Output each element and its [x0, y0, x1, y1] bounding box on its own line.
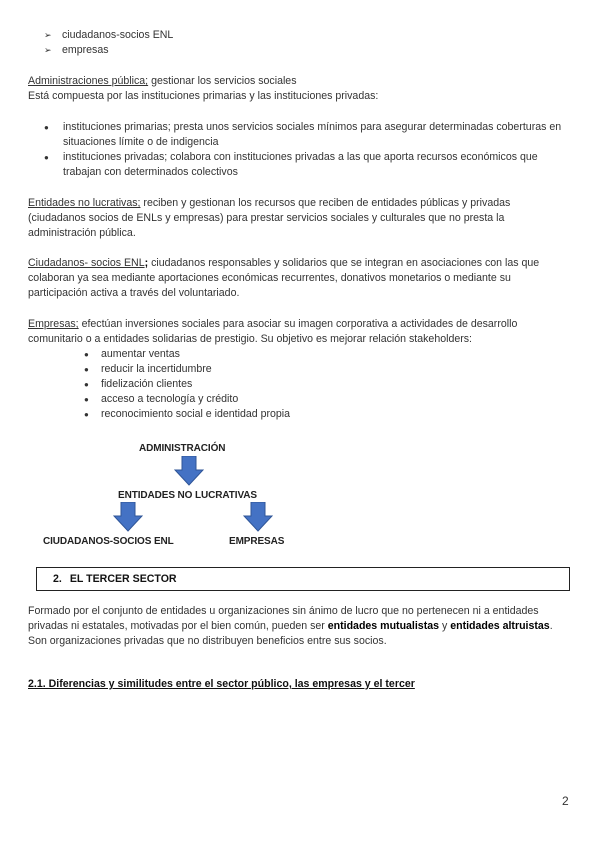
list-item: ● reconocimiento social e identidad propia [84, 408, 291, 420]
page-number: 2 [562, 794, 569, 808]
subheading: 2.1. Diferencias y similitudes entre el sector público, las empresas y el tercer [28, 678, 415, 690]
arrow-list [44, 28, 173, 58]
arrow-bullet-icon: ➢ [44, 45, 52, 55]
bullet-icon: ● [84, 350, 89, 359]
arrow-bullet-icon: ➢ [44, 30, 52, 40]
empresas-term: Empresas; [28, 318, 79, 330]
bullet-icon: ● [84, 380, 89, 389]
diagram-empresas: EMPRESAS [229, 536, 285, 547]
section-heading [36, 567, 570, 591]
entidades-paragraph: Entidades no lucrativas; reciben y gestionan los recursos que reciben de entidades públicas y privadas (ciudadanos socios de ENLs y empresas) para prestar servicios sociales y culturales que no presta la administración pública. [28, 197, 511, 239]
list-item: ● instituciones privadas; colabora con instituciones privadas a las que aporta recursos económicos que trabajan con determinados colectivos [44, 151, 538, 178]
bullet-icon: ● [44, 153, 49, 162]
diagram-administracion: ADMINISTRACIÓN [139, 443, 226, 454]
empresas-paragraph: Empresas; efectúan inversiones sociales para asociar su imagen corporativa a actividades de desarrollo comunitario o a entidades solidarias de prestigio. Su objetivo es mejorar relación stakeholders: [28, 318, 518, 345]
list-item: ● acceso a tecnología y crédito [84, 393, 239, 405]
section-number: 2. [53, 572, 62, 585]
bullet-icon: ● [84, 365, 89, 374]
list-item: ➢ empresas [44, 44, 109, 56]
list-item: ● aumentar ventas [84, 348, 180, 360]
list-item: ● fidelización clientes [84, 378, 193, 390]
list-item: ➢ ciudadanos-socios ENL [44, 29, 174, 41]
tercer-sector-paragraph: Formado por el conjunto de entidades u organizaciones sin ánimo de lucro que no pertenecen ni a entidades privadas ni estatales, motivadas por el bien común, pueden ser entidades mutualistas y entidades altruistas. Son organizaciones privadas que no distribuyen beneficios entre sus socios. [28, 605, 553, 647]
bullet-icon: ● [44, 123, 49, 132]
ciudadanos-term: Ciudadanos- socios ENL [28, 257, 145, 269]
diagram-ciudadanos: CIUDADANOS-SOCIOS ENL [43, 536, 174, 547]
administraciones-paragraph: Administraciones pública; gestionar los servicios sociales Está compuesta por las instituciones primarias y las instituciones privadas: [28, 75, 379, 102]
section-title: EL TERCER SECTOR [69, 572, 177, 585]
ciudadanos-paragraph: Ciudadanos- socios ENL; ciudadanos responsables y solidarios que se integran en asociaciones con las que colaboran ya sea mediante aportaciones económicas recurrentes, donativos monetarios o mediante su participación activa a través del voluntariado. [28, 257, 540, 299]
bullet-icon: ● [84, 410, 89, 419]
down-arrow-icon [174, 456, 204, 486]
entidades-term: Entidades no lucrativas; [28, 197, 141, 209]
down-arrow-icon [243, 502, 273, 532]
down-arrow-icon [113, 502, 143, 532]
empresas-bullets [84, 347, 564, 422]
administraciones-bullets [44, 120, 564, 180]
administraciones-term: Administraciones pública; [28, 75, 149, 87]
diagram-entidades: ENTIDADES NO LUCRATIVAS [118, 490, 257, 501]
bullet-icon: ● [84, 395, 89, 404]
list-item: ● instituciones primarias; presta unos servicios sociales mínimos para asegurar determinadas coberturas en situaciones límite o de indigencia [44, 121, 562, 148]
list-item: ● reducir la incertidumbre [84, 363, 212, 375]
